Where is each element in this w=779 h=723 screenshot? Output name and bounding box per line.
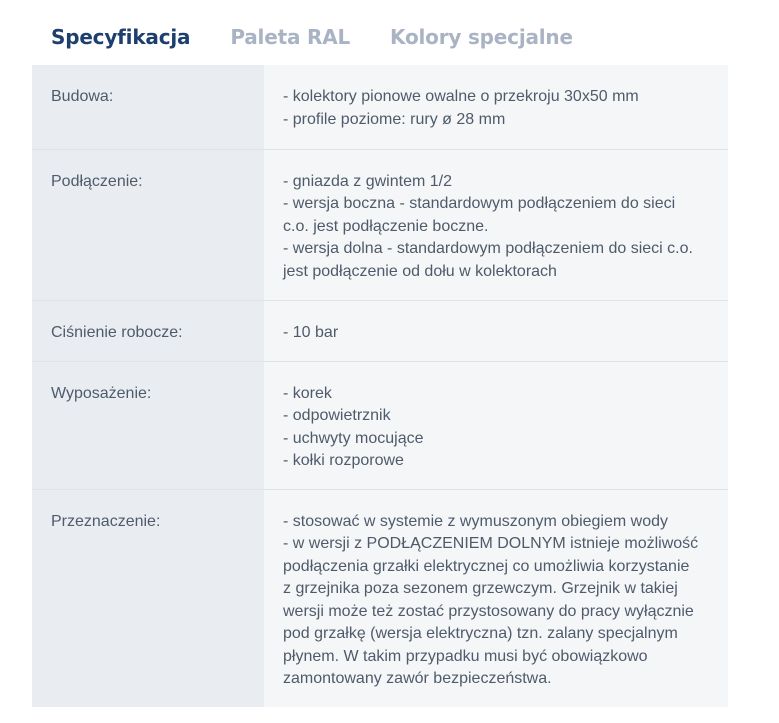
- spec-value-line: - korek: [283, 384, 332, 402]
- spec-value-line: zamontowany zawór bezpieczeństwa.: [283, 670, 552, 687]
- spec-value-line: - wersja boczna - standardowym podłączeniem do sieci: [283, 195, 676, 212]
- tab-specyfikacja[interactable]: Specyfikacja: [51, 25, 191, 49]
- spec-value-line: - wersja dolna - standardowym podłączeniem do sieci c.o.: [283, 240, 693, 257]
- spec-label: Wyposażenie:: [32, 361, 264, 489]
- spec-value-line: podłączenia grzałki elektrycznej co umożliwia korzystanie: [283, 557, 690, 575]
- tab-bar: [51, 22, 613, 52]
- spec-value-line: - stosować w systemie z wymuszonym obiegiem wody: [283, 512, 669, 530]
- spec-label: Budowa:: [32, 65, 264, 149]
- spec-value-line: - kolektory pionowe owalne o przekroju 30x50 mm: [283, 88, 639, 105]
- spec-value-line: - uchwyty mocujące: [283, 429, 424, 447]
- spec-value-line: pod grzałkę (wersja elektryczna) tzn. zalany specjalnym: [283, 625, 678, 642]
- spec-value: [264, 489, 728, 707]
- spec-row-przeznaczenie: [32, 489, 728, 707]
- spec-value: [264, 361, 728, 489]
- spec-value-line: wersji może też zostać przystosowany do pracy wyłącznie: [283, 602, 694, 620]
- spec-value-line: - kołki rozporowe: [283, 452, 404, 469]
- spec-value: [264, 149, 728, 300]
- spec-value-line: - w wersji z PODŁĄCZENIEM DOLNYM istnieje możliwość: [283, 535, 699, 552]
- spec-row-wyposazenie: [32, 361, 728, 489]
- tab-paleta-ral[interactable]: Paleta RAL: [230, 25, 351, 49]
- spec-value-line: - odpowietrznik: [283, 407, 391, 424]
- spec-value-line: - 10 bar: [283, 323, 339, 341]
- tab-kolory-specjalne[interactable]: Kolory specjalne: [390, 25, 573, 49]
- spec-row-budowa: [32, 65, 728, 149]
- spec-row-cisnienie: [32, 300, 728, 361]
- specification-table: [32, 65, 728, 707]
- spec-value-line: c.o. jest podłączenie boczne.: [283, 217, 489, 235]
- spec-label: Przeznaczenie:: [32, 489, 264, 707]
- spec-value: [264, 300, 728, 361]
- spec-value-line: jest podłączenie od dołu w kolektorach: [283, 262, 557, 280]
- spec-label: Podłączenie:: [32, 149, 264, 300]
- spec-label: Ciśnienie robocze:: [32, 300, 264, 361]
- spec-value: [264, 65, 728, 149]
- spec-row-podlaczenie: [32, 149, 728, 300]
- spec-value-line: - profile poziome: rury ø 28 mm: [283, 110, 506, 128]
- spec-value-line: płynem. W takim przypadku musi być obowiązkowo: [283, 647, 648, 665]
- spec-value-line: z grzejnika poza sezonem grzewczym. Grzejnik w takiej: [283, 580, 678, 597]
- spec-value-line: - gniazda z gwintem 1/2: [283, 172, 452, 190]
